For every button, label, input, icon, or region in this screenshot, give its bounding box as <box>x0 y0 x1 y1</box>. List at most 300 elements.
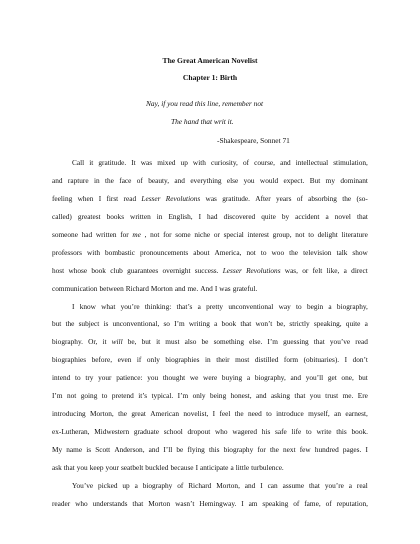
word: in <box>93 175 100 185</box>
word: know <box>79 301 96 311</box>
word: I <box>212 409 216 419</box>
word: feel <box>219 409 231 419</box>
word: accident <box>295 211 320 221</box>
word: going <box>80 391 98 401</box>
word: honest, <box>230 391 252 401</box>
word: Morton, <box>216 480 240 490</box>
word: between <box>99 283 124 293</box>
word: special <box>223 229 244 239</box>
word: I <box>72 301 75 311</box>
document-title: The Great American Novelist <box>162 56 258 65</box>
word: intellectual <box>295 158 329 167</box>
word: thought <box>162 373 186 383</box>
word: picked <box>98 480 118 490</box>
word: and <box>290 373 301 383</box>
word: you’ve <box>329 337 351 347</box>
word: not <box>246 247 256 257</box>
word: I <box>241 498 244 508</box>
body-text <box>52 158 368 517</box>
word: novelist, <box>183 409 209 419</box>
body-line <box>52 248 368 266</box>
body-line <box>52 319 368 337</box>
word: for <box>257 445 266 454</box>
word: buckled <box>145 462 169 472</box>
word: this <box>208 445 220 454</box>
word: try <box>85 373 94 383</box>
word: grateful. <box>232 283 258 293</box>
word: quite <box>345 319 361 329</box>
word: But <box>309 175 321 185</box>
word: like, <box>326 265 340 275</box>
word: club <box>110 265 123 275</box>
word: because <box>170 462 194 472</box>
word: that <box>356 211 368 221</box>
word: for <box>120 229 129 239</box>
word: and <box>255 391 267 401</box>
word: reader <box>52 498 71 508</box>
body-line <box>52 409 368 427</box>
word: the <box>342 193 352 203</box>
word: a <box>214 319 218 329</box>
word: talk <box>336 247 348 257</box>
word: thinking: <box>144 301 172 311</box>
word: so <box>163 319 170 329</box>
word: pages. <box>342 445 362 454</box>
word: or <box>302 265 309 275</box>
word: to <box>296 301 302 311</box>
word: After <box>255 193 271 203</box>
word: intend <box>52 373 71 383</box>
word: your <box>98 373 112 383</box>
body-line <box>52 284 368 302</box>
word: woo <box>271 247 285 257</box>
word: host <box>52 265 65 275</box>
body-line <box>52 391 368 409</box>
word: a <box>246 373 251 383</box>
word: success. <box>194 265 219 275</box>
word: about <box>193 247 210 257</box>
word: You’ve <box>72 480 94 490</box>
word: television <box>303 247 332 257</box>
word: had <box>81 229 93 239</box>
body-line <box>52 266 368 284</box>
word: before, <box>91 355 113 365</box>
word: America, <box>214 247 242 257</box>
word: to <box>101 391 108 401</box>
word: to <box>308 229 314 239</box>
word: asking <box>270 391 290 401</box>
word: guarantees <box>127 265 159 275</box>
word: being <box>210 391 227 401</box>
word: me <box>132 229 141 239</box>
word: his <box>261 427 271 437</box>
word: most <box>235 355 250 365</box>
word: you’re <box>324 480 344 490</box>
word: something <box>213 337 244 347</box>
word: dropout <box>187 427 211 437</box>
word: seatbelt <box>120 462 144 472</box>
word: I <box>365 445 368 454</box>
word: expect. <box>283 175 305 185</box>
word: was, <box>284 265 298 275</box>
word: only <box>146 355 160 365</box>
word: direct <box>351 265 368 275</box>
word: pretty <box>206 301 224 311</box>
word: is <box>86 445 92 454</box>
word: their <box>216 355 230 365</box>
word: that <box>308 480 320 490</box>
word: biography. <box>52 337 83 347</box>
word: the <box>289 247 299 257</box>
word: even <box>117 355 132 365</box>
word: Anderson, <box>114 445 145 454</box>
word: introducing <box>52 409 86 419</box>
word: to <box>260 247 267 257</box>
word: whose <box>68 265 88 275</box>
word: by <box>281 211 290 221</box>
word: of <box>293 498 300 508</box>
word: in <box>204 355 211 365</box>
word: earnest, <box>345 409 368 419</box>
word: with <box>87 247 100 257</box>
word: but <box>141 337 151 347</box>
body-line <box>52 302 368 320</box>
word: biography <box>223 445 254 454</box>
word: be, <box>127 337 137 347</box>
word: that <box>63 462 75 472</box>
word: niche <box>194 229 211 239</box>
word: up <box>180 158 188 167</box>
word: that’s <box>176 301 193 311</box>
word: I <box>98 193 102 203</box>
word: safe <box>275 427 287 437</box>
word: but <box>52 319 62 329</box>
word: Richard <box>188 480 212 490</box>
word: wagered <box>232 427 258 437</box>
word: discovered <box>223 211 256 221</box>
word: and <box>148 445 160 454</box>
word: absorbing <box>308 193 337 203</box>
word: subject <box>78 319 100 329</box>
word: and <box>244 480 256 490</box>
word: course, <box>254 158 275 167</box>
word: will <box>111 337 123 347</box>
word: not <box>150 229 160 239</box>
word: with <box>192 158 206 167</box>
word: biography, <box>254 373 286 383</box>
word: of <box>177 480 184 490</box>
word: next <box>283 445 296 454</box>
word: unconventional, <box>112 319 160 329</box>
word: be, <box>276 319 286 329</box>
word: Call <box>72 158 85 167</box>
word: graduate <box>133 427 159 437</box>
word: was <box>140 158 153 167</box>
body-line <box>52 445 368 463</box>
word: professors <box>52 247 82 257</box>
word: my <box>325 175 335 185</box>
word: a <box>328 301 332 311</box>
word: to <box>266 409 272 419</box>
word: little <box>235 462 250 472</box>
word: else <box>226 175 239 185</box>
word: books <box>106 211 125 221</box>
word: the <box>269 445 279 454</box>
word: not <box>295 229 305 239</box>
word: begin <box>306 301 324 311</box>
word: feeling <box>52 193 73 203</box>
word: ex-Lutheran, <box>52 427 90 437</box>
word: interest <box>247 229 269 239</box>
word: group, <box>272 229 292 239</box>
word: keep <box>89 462 104 472</box>
body-line <box>52 337 368 355</box>
word: (so- <box>356 193 368 203</box>
word: read <box>123 193 137 203</box>
word: we <box>189 373 199 383</box>
word: Lesser <box>222 265 242 275</box>
word: buying <box>221 373 243 383</box>
word: if <box>136 355 142 365</box>
word: what <box>101 301 116 311</box>
word: the <box>65 319 75 329</box>
epigraph-line-1: Nay, if you read this line, remember not <box>146 99 264 108</box>
word: in <box>156 211 163 221</box>
word: you’re <box>120 301 140 311</box>
word: me. <box>187 283 199 293</box>
body-line <box>52 427 368 445</box>
word: pretend <box>111 391 134 401</box>
word: patience: <box>116 373 143 383</box>
word: read <box>355 337 368 347</box>
word: stimulation, <box>333 158 368 167</box>
word: book. <box>351 427 368 437</box>
word: a <box>325 211 329 221</box>
word: that <box>313 337 325 347</box>
word: My <box>52 445 63 454</box>
word: would <box>259 175 279 185</box>
word: Morton, <box>90 409 114 419</box>
word: was <box>219 283 231 293</box>
word: who <box>214 427 228 437</box>
word: greatest <box>77 211 101 221</box>
word: I <box>260 480 263 490</box>
word: to <box>74 373 81 383</box>
word: life <box>291 427 302 437</box>
word: biographies <box>52 355 87 365</box>
word: anticipate <box>200 462 229 472</box>
word: Ere <box>357 391 368 401</box>
word: English, <box>168 211 193 221</box>
word: I’ll <box>163 445 173 454</box>
word: a <box>197 301 201 311</box>
word: Midwestern <box>94 427 130 437</box>
word: be <box>201 337 209 347</box>
word: unconventional <box>228 301 274 311</box>
word: Scott <box>95 445 111 454</box>
word: beauty, <box>148 175 170 185</box>
word: for <box>163 229 172 239</box>
word: the <box>104 175 114 185</box>
word: Morton <box>148 498 171 508</box>
word: hundred <box>314 445 339 454</box>
word: Richard <box>125 283 149 293</box>
word: I’m <box>177 391 189 401</box>
word: book <box>221 319 237 329</box>
word: and <box>52 175 63 185</box>
body-line <box>52 355 368 373</box>
word: a <box>348 480 352 490</box>
word: It <box>131 158 136 167</box>
word: overnight <box>162 265 191 275</box>
word: a <box>364 319 368 329</box>
word: quite <box>261 211 276 221</box>
word: rapture <box>67 175 89 185</box>
word: but <box>358 373 368 383</box>
word: speaking <box>262 498 289 508</box>
word: won’t <box>255 319 273 329</box>
word: of <box>296 193 303 203</box>
word: only <box>192 391 206 401</box>
word: first <box>106 193 119 203</box>
word: book <box>91 265 106 275</box>
word: I’m <box>267 337 278 347</box>
word: called) <box>52 211 72 221</box>
word: get <box>327 373 337 383</box>
word: some <box>175 229 191 239</box>
word: that <box>294 391 306 401</box>
word: I’m <box>174 319 185 329</box>
word: distilled <box>254 355 279 365</box>
body-line <box>52 373 368 391</box>
body-line <box>52 194 368 212</box>
word: speaking, <box>313 319 342 329</box>
word: you <box>76 462 88 472</box>
word: great <box>131 409 146 419</box>
word: felt <box>312 265 323 275</box>
word: school <box>163 427 183 437</box>
word: typical. <box>151 391 174 401</box>
word: am <box>248 498 258 508</box>
word: can <box>267 480 278 490</box>
word: the <box>234 409 244 419</box>
word: strictly <box>289 319 310 329</box>
word: who <box>75 498 88 508</box>
word: you’ll <box>305 373 324 383</box>
word: written <box>130 211 151 221</box>
word: a <box>134 480 138 490</box>
word: I’m <box>52 391 63 401</box>
body-line <box>52 481 368 499</box>
word: real <box>356 480 368 490</box>
word: assume <box>282 480 305 490</box>
body-line <box>52 212 368 230</box>
word: , <box>144 229 147 239</box>
word: written <box>95 229 117 239</box>
body-line <box>52 230 368 248</box>
word: I <box>195 462 198 472</box>
word: you <box>309 391 321 401</box>
word: must <box>165 337 180 347</box>
word: of <box>242 158 250 167</box>
word: (obituaries). <box>303 355 340 365</box>
word: curiosity, <box>210 158 238 167</box>
word: and <box>280 158 291 167</box>
word: an <box>334 409 341 419</box>
word: be <box>176 445 184 454</box>
word: I <box>198 211 202 221</box>
epigraph-line-2: The hand that writ it. <box>171 117 234 126</box>
word: Hemingway. <box>199 498 237 508</box>
word: and <box>174 283 186 293</box>
word: show <box>352 247 368 257</box>
word: it <box>102 337 107 347</box>
chapter-heading: Chapter 1: Birth <box>182 73 238 82</box>
word: fame, <box>304 498 321 508</box>
word: is <box>103 319 109 329</box>
word: biographies <box>165 355 200 365</box>
word: writing <box>188 319 210 329</box>
body-line <box>52 158 368 176</box>
word: had <box>207 211 218 221</box>
word: that <box>240 319 252 329</box>
word: name <box>66 445 83 454</box>
word: Morton <box>150 283 173 293</box>
word: delight <box>317 229 338 239</box>
word: wasn’t <box>175 498 195 508</box>
word: literature <box>341 229 368 239</box>
word: myself, <box>308 409 330 419</box>
word: and <box>174 175 185 185</box>
word: everything <box>190 175 222 185</box>
word: biography, <box>336 301 368 311</box>
epigraph-attribution: -Shakespeare, Sonnet 71 <box>217 136 290 145</box>
word: it <box>89 158 94 167</box>
word: the <box>118 409 127 419</box>
word: it <box>156 337 161 347</box>
word: you <box>243 175 255 185</box>
word: American <box>150 409 180 419</box>
word: turbulence. <box>251 462 284 472</box>
body-line <box>52 463 368 481</box>
word: I <box>344 355 348 365</box>
body-line <box>52 499 368 517</box>
word: mixed <box>157 158 176 167</box>
word: pronouncements <box>140 247 189 257</box>
word: Or, <box>88 337 98 347</box>
word: gratitude. <box>222 193 250 203</box>
word: way <box>278 301 291 311</box>
word: flying <box>187 445 205 454</box>
word: this <box>336 427 347 437</box>
word: understands <box>92 498 128 508</box>
word: gratitude. <box>98 158 127 167</box>
word: Revolutions <box>165 193 201 203</box>
word: someone <box>52 229 78 239</box>
word: novel <box>334 211 351 221</box>
word: also <box>184 337 197 347</box>
word: not <box>66 391 77 401</box>
word: Revolutions <box>246 265 281 275</box>
word: trust <box>325 391 339 401</box>
word: a <box>343 265 347 275</box>
word: or <box>213 229 220 239</box>
word: of <box>325 498 332 508</box>
word: I <box>214 283 218 293</box>
word: were <box>203 373 218 383</box>
word: And <box>200 283 213 293</box>
word: when <box>77 193 94 203</box>
